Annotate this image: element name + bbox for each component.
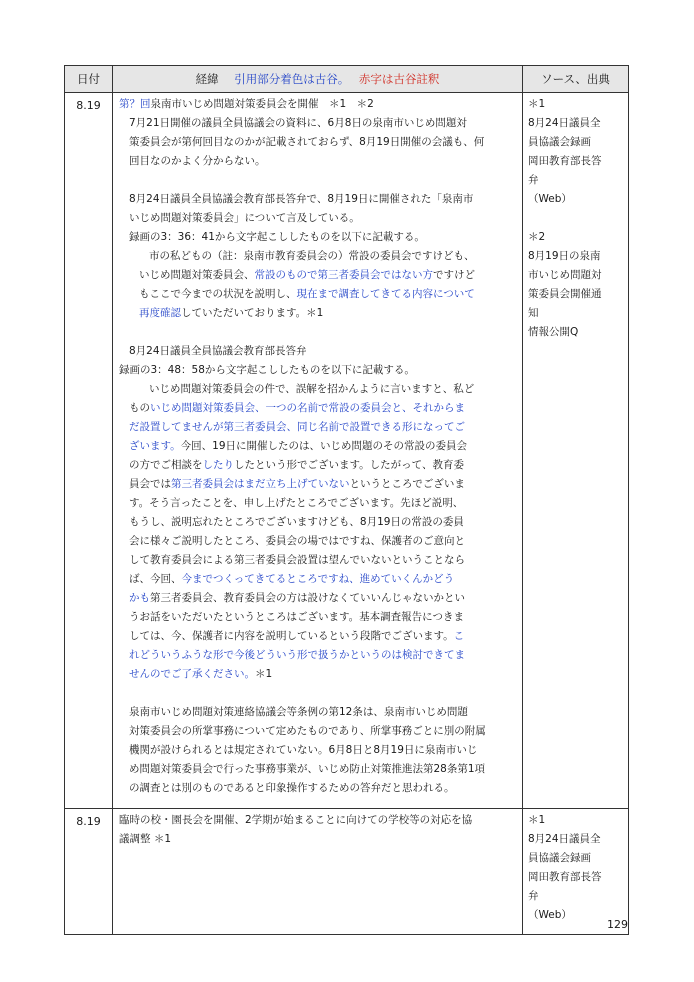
row-date: 8.19 <box>65 809 113 935</box>
row-date: 8.19 <box>65 93 113 809</box>
row-title: 第？回泉南市いじめ問題対策委員会を開催 ＊1 ＊2 <box>119 98 374 110</box>
row-source: ＊1 8月24日議員全 員協議会録画 岡田教育部長答 弁 （Web） <box>523 809 629 935</box>
table-row <box>65 809 629 935</box>
header-course-label: 経緯 <box>195 72 219 86</box>
header-source: ソース、出典 <box>523 66 629 93</box>
table-row <box>65 93 629 809</box>
chronology-table <box>64 65 629 935</box>
row-source: ＊1 8月24日議員全 員協議会録画 岡田教育部長答 弁 （Web） ＊2 8月19日の泉南 市いじめ問題対 策委員会開催通 知 情報公開Q <box>523 93 629 809</box>
quote-2: いじめ問題対策委員会の件で、誤解を招かんように言いますと、私ど ものいじめ問題対策委員会、一つの名前で常設の委員会と、それからま だ設置してませんが第三者委員会、同じ名前で設置できる形になってご ざいます。今回、19日に開催したのは、いじめ問題のその常設の委員会 の方でご相談をしたりしたという形でございます。したがって、教育委 員会では第三者委員会はまだ立ち上げていないというところでございま す。そう言ったことを、申し上げたところでございます。先ほど説明、 もうし、説明忘れたところでございますけども、8月19日の常設の委員 会に様々ご説明したところ、委員会の場ではですね、保護者のご意向と して教育委員会による第三者委員会設置は望んでいないということなら ば、今回、今までつくってきてるところですね、進めていくんかどう かも第三者委員会、教育委員会の方は設けなくていいんじゃないかとい うお話をいただいたというところはございます。基本調査報告につきま しては、今、保護者に内容を説明しているという段階でございます。こ れどういうふうな形で今後どういう形で扱うかというのは検討できてま せんのでご了承ください。＊1 <box>129 383 475 680</box>
header-date: 日付 <box>65 66 113 93</box>
header-note-red: 赤字は古谷註釈 <box>358 72 440 86</box>
row-course: 臨時の校・園長会を開催、2学期が始まることに向けての学校等の対応を協 議調整 ＊1 <box>113 809 523 935</box>
quote-1: 市の私どもの（註：泉南市教育委員会の）常設の委員会ですけども、 いじめ問題対策委員会、常設のもので第三者委員会ではない方ですけど もここで今までの状況を説明し、現在まで調査してきてる内容について 再度確認していただいております。＊1 <box>139 250 475 319</box>
paragraph-4: 録画の3：48：58から文字起こししたものを以下に記載する。 <box>119 364 415 376</box>
row-course <box>113 93 523 809</box>
table-header-row <box>65 66 629 93</box>
header-note-blue: 引用部分着色は古谷。 <box>234 72 350 86</box>
paragraph-5: 泉南市いじめ問題対策連絡協議会等条例の第12条は、泉南市いじめ問題 対策委員会の所掌事務について定めたものであり、所掌事務ごとに別の附属 機関が設けられるとは規定されていない。6月8日と8月19日に泉南市いじ め問題対策委員会で行った事務事業が、いじめ防止対策推進法第28条第1項 の調査とは別のものであると印象操作するための答弁だと思われる。 <box>129 706 486 794</box>
header-course <box>113 66 523 93</box>
paragraph-2: 8月24日議員全員協議会教育部長答弁で、8月19日に開催された「泉南市 いじめ問題対策委員会」について言及している。 録画の3：36：41から文字起こししたものを以下に記載する。 <box>129 193 474 243</box>
paragraph-1: 7月21日開催の議員全員協議会の資料に、6月8日の泉南市いじめ問題対 策委員会が第何回目なのかが記載されておらず、8月19日開催の会議も、何 回目なのかよく分からない。 <box>129 117 485 167</box>
page-number: 129 <box>607 918 628 931</box>
paragraph-3: 8月24日議員全員協議会教育部長答弁 <box>129 345 307 357</box>
